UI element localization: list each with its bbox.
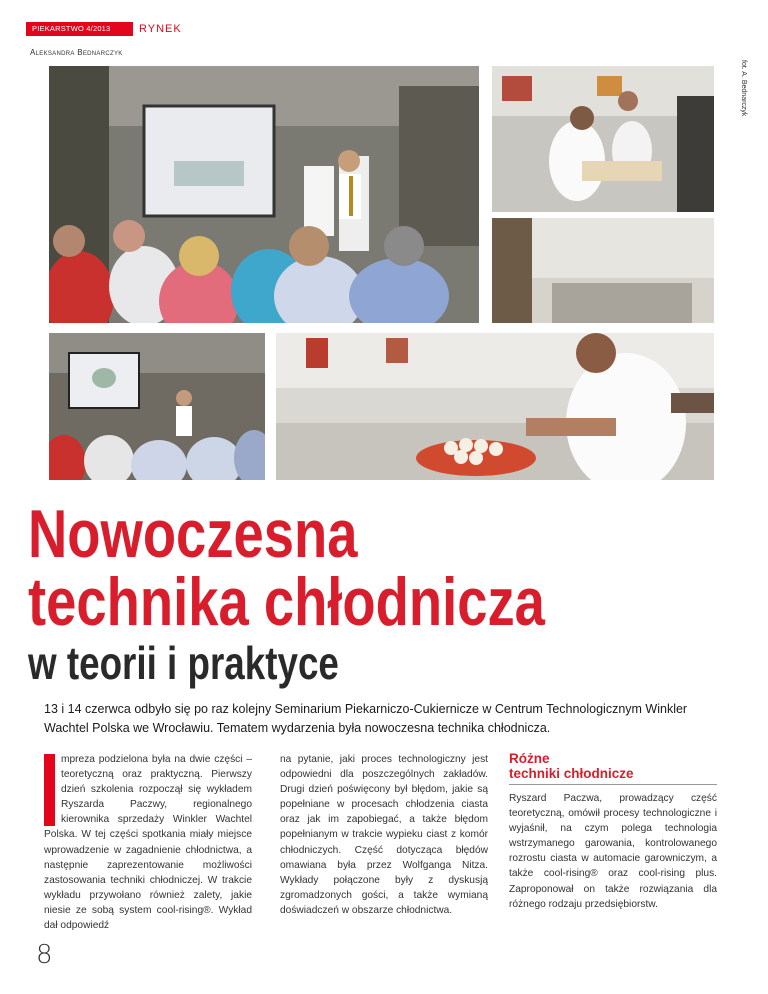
article-lead: 13 i 14 czerwca odbyło się po raz kolejny Seminarium Piekarniczo-Cukiernicze w Centrum Technologicznym Winkler Wachtel Polska we Wrocławiu. Tematem wydarzenia była nowoczesna technika chłodnicza.	[44, 702, 688, 735]
photo-bakers-working	[492, 66, 714, 212]
photo-seminar-lecture	[49, 66, 479, 323]
photo-lecture-audience	[49, 333, 265, 480]
dropcap-marker	[44, 754, 55, 826]
author-name: Aleksandra Bednarczyk	[30, 48, 123, 57]
column-2-text: na pytanie, jaki proces technologiczny jest odpowiedni dla poszczególnych zakładów. Drugi dzień poświęcony był błędom, jakie są popełniane w procesach chłodzenia ciasta oraz jak im zapobiegać, a także błędom popełnianym w trakcie wypieku ciast z komór chłodniczych. Część dotycząca błędów omawiana była przez Wolfganga Nitza. Wykłady połączone były z dyskusją zgromadzonych gości, a także wymianą doświadczeń w obszarze chłodnictwa.	[280, 754, 488, 916]
column-3-text: Ryszard Paczwa, prowadzący część teoretyczną, omówił procesy technologiczne i wyjaśnił, na czym polega technologia wstrzymanego garowania, kontrolowanego rozrostu ciasta w automacie garowniczym, a także cool-rising® oraz cool-rising plus. Zaproponował on także rozwiązania dla różnego rodzaju przedsiębiorstw.	[509, 793, 717, 910]
magazine-issue-badge: PIEKARSTWO 4/2013	[26, 22, 133, 36]
article-column-3	[509, 791, 717, 912]
section-heading-line-2: techniki chłodnicze	[509, 766, 634, 781]
headline-subtitle: w teorii i praktyce	[28, 637, 339, 689]
headline-line-1: Nowoczesna	[28, 496, 358, 572]
section-label: RYNEK	[139, 23, 182, 35]
section-heading-line-1: Różne	[509, 751, 550, 766]
headline-line-2: technika chłodnicza	[28, 564, 545, 640]
photo-baker-shaping-dough	[276, 333, 714, 480]
section-heading	[509, 751, 634, 781]
photo-credit: fot. A. Bednarczyk	[740, 60, 747, 117]
article-column-2	[280, 752, 488, 918]
column-1-text: mpreza podzielona była na dwie części – teoretyczną oraz praktyczną. Pierwszy dzień szkolenia rozpoczął się wykładem Ryszarda Paczwy, regionalnego kierownika sprzedaży Winkler Wachtel Polska. W tej części spotkania miały miejsce wprowadzenie w zagadnienie chłodnictwa, a następnie zaprezentowanie możliwości zastosowania techniki chłodniczej. W trakcie wykładu przywołano również zalety, jakie niesie ze sobą system cool-rising®. Wykład dał odpowiedź	[44, 754, 252, 932]
photo-kitchen-detail	[492, 218, 714, 323]
section-divider	[509, 784, 717, 785]
page-number: 8	[36, 940, 53, 970]
article-column-1	[44, 752, 252, 933]
